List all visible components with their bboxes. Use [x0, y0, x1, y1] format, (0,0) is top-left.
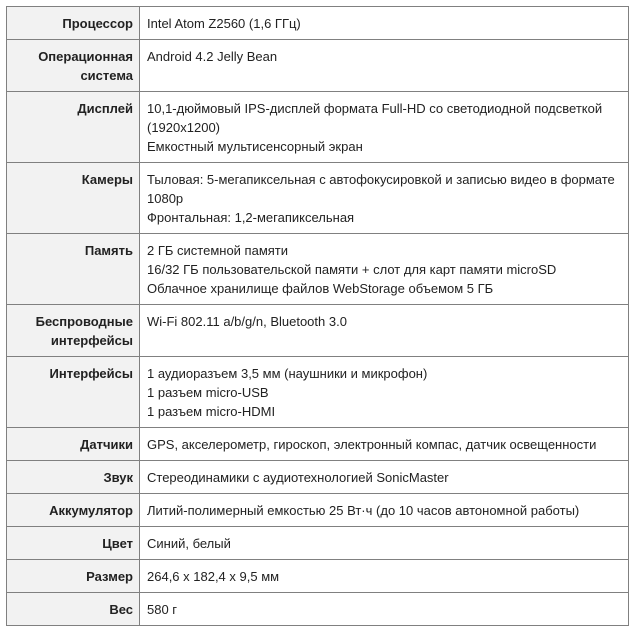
spec-row-memory — [7, 234, 629, 305]
spec-value-line: Облачное хранилище файлов WebStorage объемом 5 ГБ — [147, 281, 494, 296]
spec-value-line: 580 г — [147, 602, 178, 617]
spec-label: Процессор — [7, 7, 140, 40]
spec-row-processor — [7, 7, 629, 40]
spec-row-display — [7, 92, 629, 163]
spec-value-line: Wi-Fi 802.11 a/b/g/n, Bluetooth 3.0 — [147, 314, 347, 329]
spec-label: Звук — [7, 461, 140, 494]
spec-row-wireless — [7, 305, 629, 357]
spec-label: Датчики — [7, 428, 140, 461]
spec-row-weight — [7, 593, 629, 626]
spec-label: Беспроводные интерфейсы — [7, 305, 140, 357]
spec-value-line: Литий-полимерный емкостью 25 Вт·ч (до 10 часов автономной работы) — [147, 503, 580, 518]
spec-value-line: 264,6 x 182,4 x 9,5 мм — [147, 569, 280, 584]
spec-value — [140, 7, 629, 40]
spec-row-cameras — [7, 163, 629, 234]
spec-row-sensors — [7, 428, 629, 461]
spec-row-os — [7, 40, 629, 92]
spec-value-line: Стереодинамики с аудиотехнологией SonicMaster — [147, 470, 449, 485]
spec-value-line: GPS, акселерометр, гироскоп, электронный компас, датчик освещенности — [147, 437, 597, 452]
spec-label: Операционная система — [7, 40, 140, 92]
spec-value-line: 1 разъем micro-HDMI — [147, 404, 276, 419]
spec-value-line: Фронтальная: 1,2-мегапиксельная — [147, 210, 355, 225]
spec-value-line: Синий, белый — [147, 536, 231, 551]
spec-value-line: 10,1-дюймовый IPS-дисплей формата Full-HD со светодиодной подсветкой (1920x1200) — [147, 101, 603, 135]
spec-value — [140, 40, 629, 92]
spec-row-battery — [7, 494, 629, 527]
specs-table — [6, 6, 629, 626]
spec-value — [140, 428, 629, 461]
spec-label: Вес — [7, 593, 140, 626]
spec-value — [140, 461, 629, 494]
spec-value — [140, 357, 629, 428]
spec-value — [140, 527, 629, 560]
spec-value — [140, 305, 629, 357]
spec-value — [140, 163, 629, 234]
spec-label: Цвет — [7, 527, 140, 560]
spec-row-interfaces — [7, 357, 629, 428]
spec-value — [140, 494, 629, 527]
spec-label: Память — [7, 234, 140, 305]
spec-row-sound — [7, 461, 629, 494]
spec-value-line: Android 4.2 Jelly Bean — [147, 49, 278, 64]
spec-label: Размер — [7, 560, 140, 593]
spec-value-line: 2 ГБ системной памяти — [147, 243, 289, 258]
spec-value-line: 1 аудиоразъем 3,5 мм (наушники и микрофон) — [147, 366, 428, 381]
spec-row-color — [7, 527, 629, 560]
spec-value-line: 16/32 ГБ пользовательской памяти + слот для карт памяти microSD — [147, 262, 557, 277]
spec-label: Аккумулятор — [7, 494, 140, 527]
spec-value-line: Тыловая: 5-мегапиксельная с автофокусировкой и записью видео в формате 1080p — [147, 172, 615, 206]
spec-label: Интерфейсы — [7, 357, 140, 428]
spec-value — [140, 92, 629, 163]
spec-value-line: Intel Atom Z2560 (1,6 ГГц) — [147, 16, 301, 31]
spec-value — [140, 234, 629, 305]
spec-value — [140, 593, 629, 626]
spec-value-line: Емкостный мультисенсорный экран — [147, 139, 363, 154]
spec-value-line: 1 разъем micro-USB — [147, 385, 269, 400]
spec-label: Дисплей — [7, 92, 140, 163]
spec-label: Камеры — [7, 163, 140, 234]
